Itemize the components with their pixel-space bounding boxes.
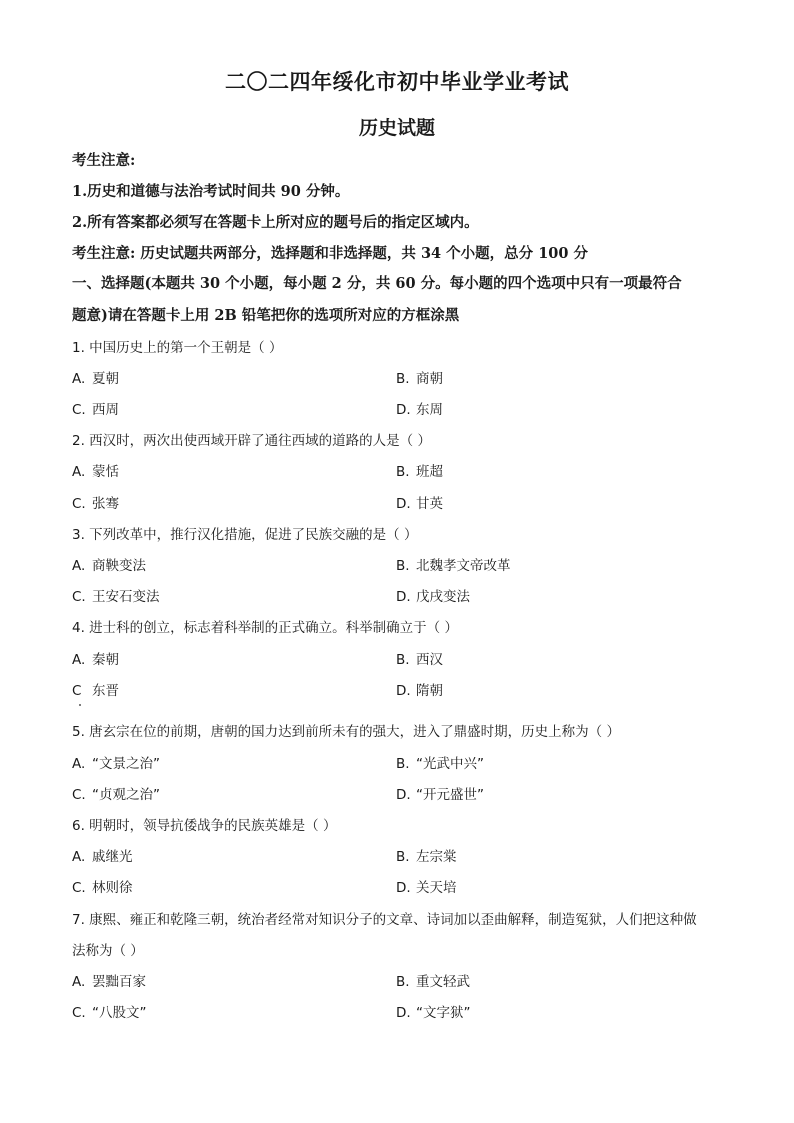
option-text: 西汉 [416, 652, 443, 668]
notice-item-2: 2.所有答案都必须写在答题卡上所对应的题号后的指定区域内。 [72, 214, 479, 231]
question-2-stem: 2. 西汉时，两次出使西域开辟了通往西域的道路的人是（ ） [72, 433, 431, 449]
option-letter: B. [396, 558, 410, 574]
option-text: 商朝 [416, 371, 443, 387]
question-2-option-c [72, 494, 119, 514]
option-text: 秦朝 [92, 652, 119, 668]
question-7-option-b [396, 972, 470, 992]
option-text: “八股文” [92, 1005, 147, 1021]
option-letter: A. [72, 371, 86, 387]
option-letter: B. [396, 652, 410, 668]
option-text: “文字狱” [416, 1005, 471, 1021]
question-6-option-b [396, 847, 457, 867]
question-1-option-c [72, 400, 119, 420]
question-7-stem-continued: 法称为（ ） [72, 943, 144, 959]
option-letter: A. [72, 974, 86, 990]
option-text: 罢黜百家 [92, 974, 146, 990]
question-4-stem: 4. 进士科的创立，标志着科举制的正式确立。科举制确立于（ ） [72, 620, 458, 636]
option-letter: C. [72, 880, 86, 896]
option-letter: D. [396, 402, 411, 418]
question-3-option-a [72, 556, 146, 576]
option-text: 西周 [92, 402, 119, 418]
option-text: 夏朝 [92, 371, 119, 387]
question-5-option-d [396, 785, 484, 805]
question-3-stem: 3. 下列改革中，推行汉化措施，促进了民族交融的是（ ） [72, 527, 418, 543]
option-letter: A. [72, 558, 86, 574]
question-7-option-a [72, 972, 146, 992]
option-letter: A. [72, 464, 86, 480]
option-letter: B. [396, 756, 410, 772]
option-text: “贞观之治” [92, 787, 160, 803]
question-1-option-a [72, 369, 119, 389]
option-letter: D. [396, 880, 411, 896]
option-text: “开元盛世” [416, 787, 484, 803]
option-letter: C. [72, 1005, 86, 1021]
question-1-stem: 1. 中国历史上的第一个王朝是（ ） [72, 340, 283, 356]
option-text: 班超 [416, 464, 443, 480]
option-text: 重文轻武 [416, 974, 470, 990]
question-4-option-c [72, 681, 119, 701]
option-text: 东晋 [92, 683, 119, 699]
notice-item-1: 1.历史和道德与法治考试时间共 90 分钟。 [72, 183, 350, 200]
option-letter: B. [396, 974, 410, 990]
question-5-option-c [72, 785, 160, 805]
option-letter: A. [72, 652, 86, 668]
option-text: “文景之治” [92, 756, 160, 772]
notice-heading: 考生注意: [72, 152, 136, 169]
question-1-option-d [396, 400, 443, 420]
section1-instruction-line1: 一、选择题(本题共 30 个小题，每小题 2 分，共 60 分。每小题的四个选项中只有一项最符合 [72, 275, 682, 292]
option-letter: D. [396, 589, 411, 605]
notice-summary: 考生注意: 历史试题共两部分，选择题和非选择题，共 34 个小题，总分 100 分 [72, 245, 589, 262]
option-letter: A. [72, 756, 86, 772]
option-letter: D. [396, 787, 411, 803]
option-letter: B. [396, 464, 410, 480]
option-letter: A. [72, 849, 86, 865]
question-3-option-b [396, 556, 511, 576]
question-6-option-c [72, 878, 133, 898]
question-4-option-d [396, 681, 443, 701]
option-letter: C [72, 683, 82, 699]
option-text: 王安石变法 [92, 589, 160, 605]
question-6-option-d [396, 878, 457, 898]
question-2-option-a [72, 462, 119, 482]
option-text: “光武中兴” [416, 756, 484, 772]
question-5-option-b [396, 754, 484, 774]
option-letter: C. [72, 589, 86, 605]
question-4-option-a [72, 650, 119, 670]
question-1-option-b [396, 369, 443, 389]
question-2-option-d [396, 494, 443, 514]
option-text: 隋朝 [416, 683, 443, 699]
option-letter: C. [72, 402, 86, 418]
option-text: 北魏孝文帝改革 [416, 558, 511, 574]
question-7-stem: 7. 康熙、雍正和乾隆三朝，统治者经常对知识分子的文章、诗词加以歪曲解释，制造冤狱，人们把这种做 [72, 912, 697, 928]
question-5-stem: 5. 唐玄宗在位的前期，唐朝的国力达到前所未有的强大，进入了鼎盛时期，历史上称为（ ） [72, 724, 620, 740]
option-text: 东周 [416, 402, 443, 418]
question-3-option-d [396, 587, 470, 607]
exam-subtitle: 历史试题 [358, 117, 435, 139]
question-6-stem: 6. 明朝时，领导抗倭战争的民族英雄是（ ） [72, 818, 337, 834]
option-letter: C. [72, 496, 86, 512]
question-7-option-d [396, 1003, 471, 1023]
option-text: 戚继光 [92, 849, 133, 865]
option-text: 甘英 [416, 496, 443, 512]
option-text: 关天培 [416, 880, 457, 896]
option-letter: D. [396, 496, 411, 512]
option-text: 商鞅变法 [92, 558, 146, 574]
exam-title: 二〇二四年绥化市初中毕业学业考试 [225, 69, 569, 94]
question-3-option-c [72, 587, 160, 607]
question-4-option-b [396, 650, 443, 670]
option-letter: B. [396, 371, 410, 387]
option-letter: B. [396, 849, 410, 865]
option-letter: D. [396, 683, 411, 699]
question-6-option-a [72, 847, 133, 867]
option-text: 张骞 [92, 496, 119, 512]
option-letter: D. [396, 1005, 411, 1021]
option-text: 戊戌变法 [416, 589, 470, 605]
stray-dot-mark [79, 704, 81, 706]
question-5-option-a [72, 754, 160, 774]
section1-instruction-line2: 题意)请在答题卡上用 2B 铅笔把你的选项所对应的方框涂黑 [72, 307, 460, 324]
question-2-option-b [396, 462, 443, 482]
option-text: 左宗棠 [416, 849, 457, 865]
option-text: 林则徐 [92, 880, 133, 896]
option-text: 蒙恬 [92, 464, 119, 480]
question-7-option-c [72, 1003, 147, 1023]
option-letter: C. [72, 787, 86, 803]
